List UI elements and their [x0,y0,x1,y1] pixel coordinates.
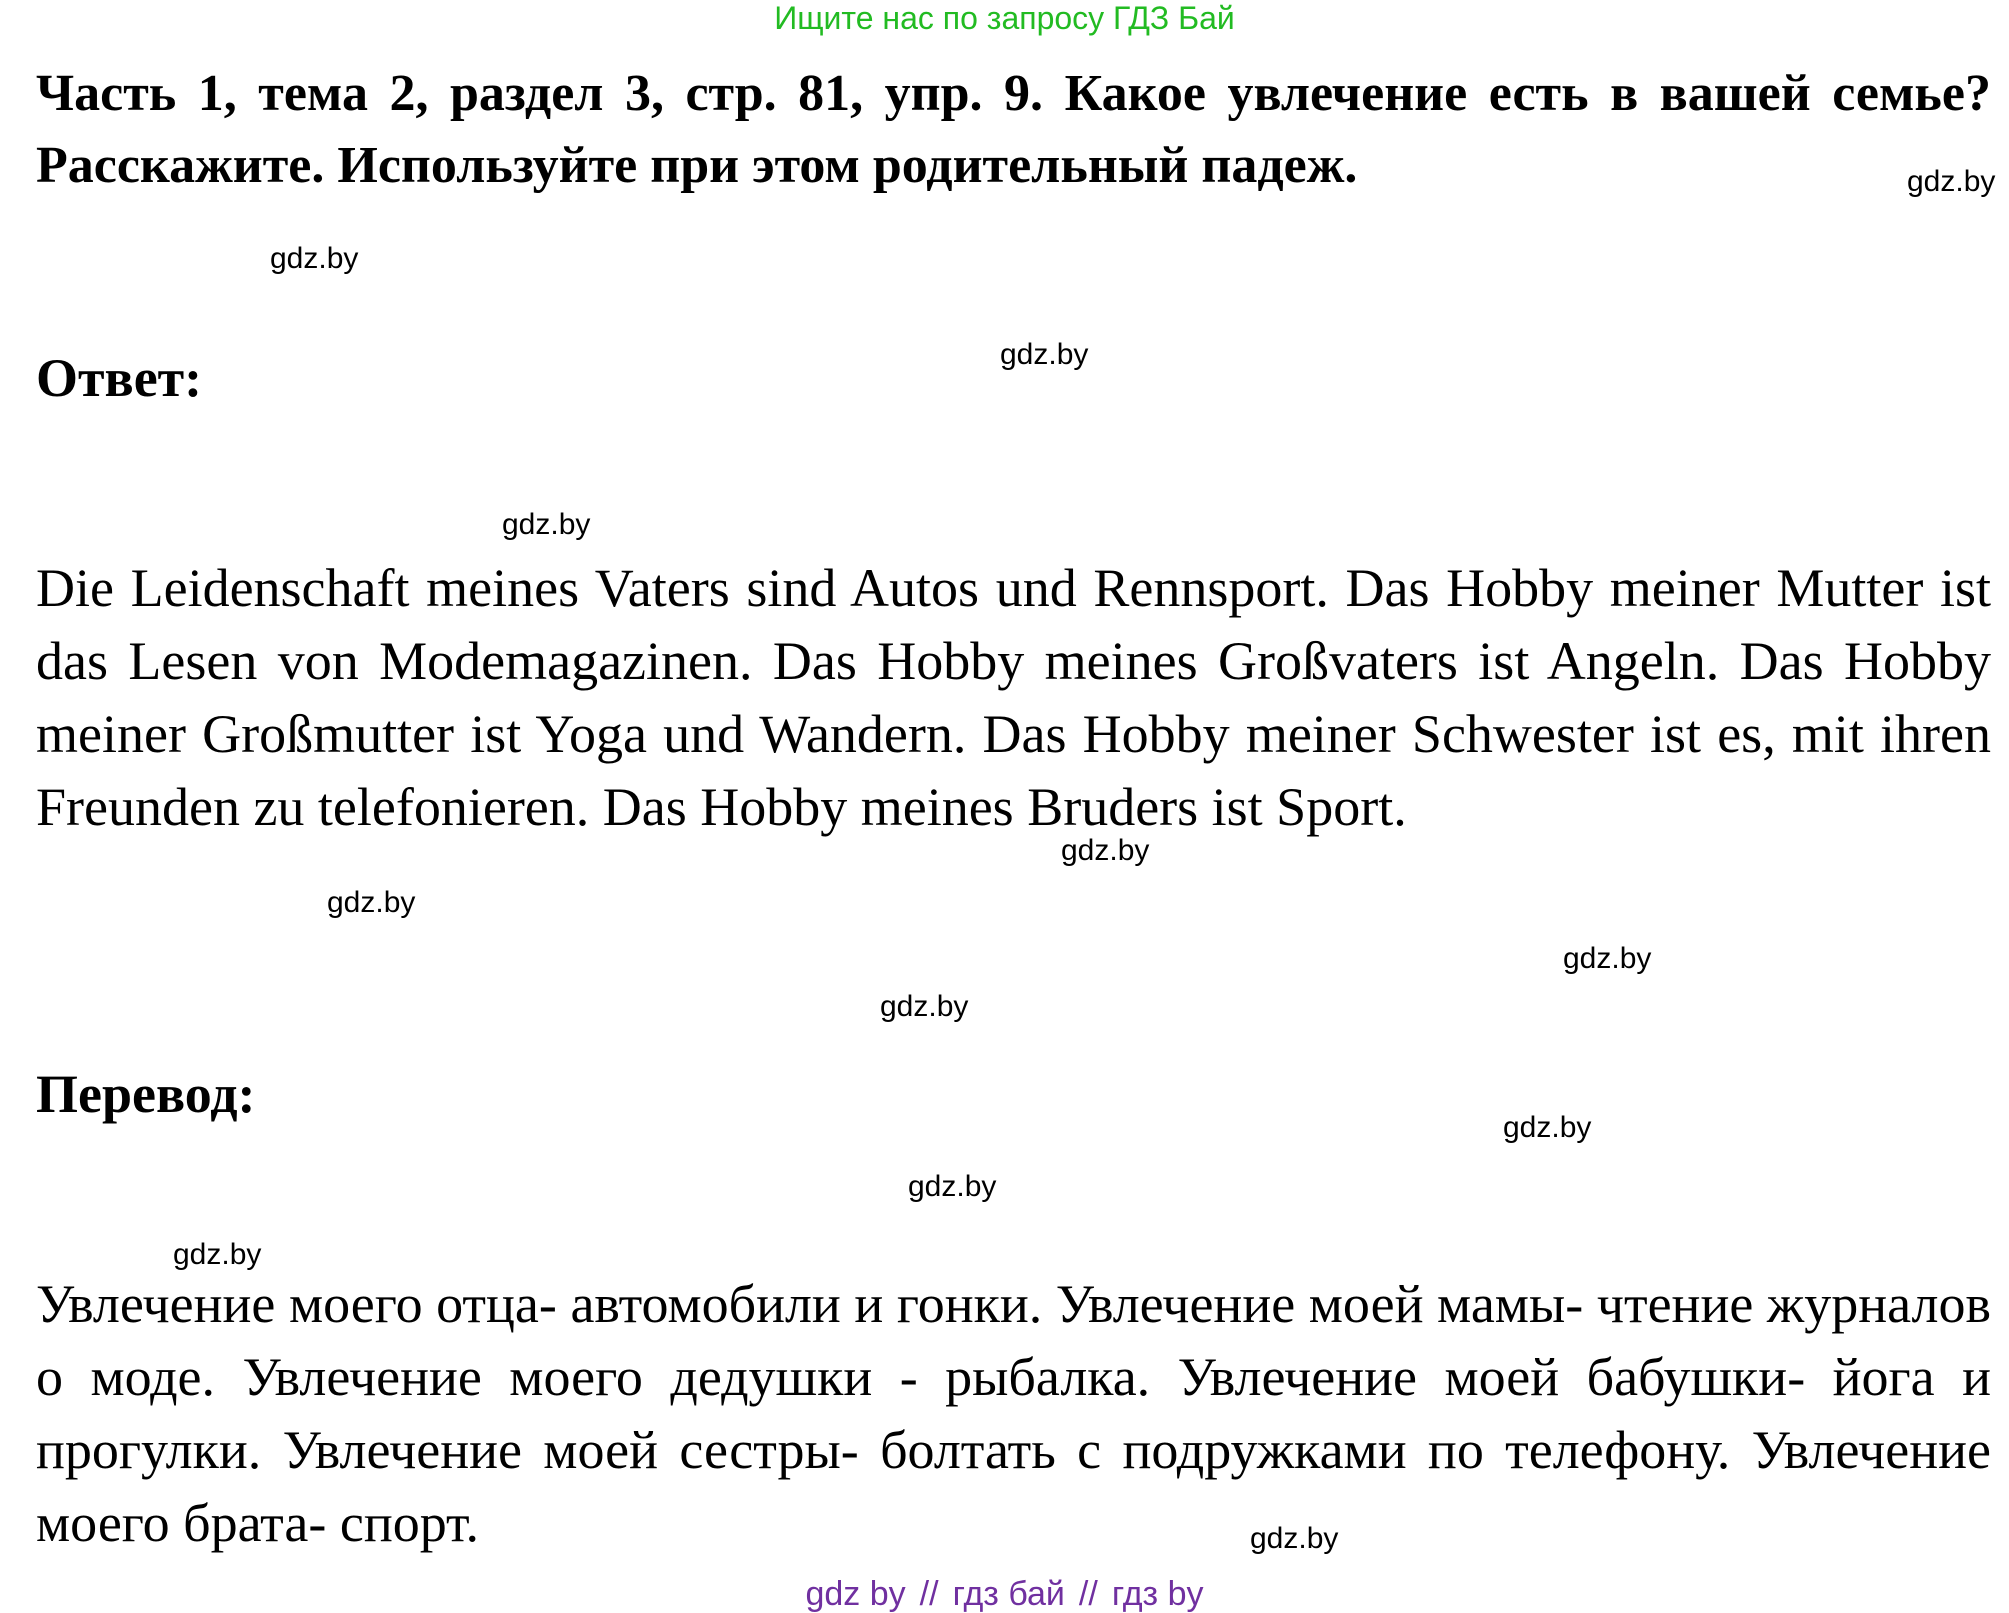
translation-heading: Перевод: [36,1064,256,1124]
answer-heading: Ответ: [36,348,203,408]
top-banner: Ищите нас по запросу ГДЗ Бай [774,0,1235,36]
footer-item: gdz by [805,1575,906,1613]
watermark: gdz.by [1503,1111,1592,1144]
watermark: gdz.by [327,886,416,919]
answer-text: Die Leidenschaft meines Vaters sind Autos und Rennsport. Das Hobby meiner Mutter ist das Lesen von Modemagazinen. Das Hobby meines Großvaters ist Angeln. Das Hobby meiner Großmutter ist Yoga und Wandern. Das Hobby meiner Schwester ist es, mit ihren Freunden zu telefonieren. Das Hobby meines Bruders ist Sport. [36,558,1991,837]
footer-separator: // [919,1575,939,1613]
watermark: gdz.by [270,242,359,275]
watermark: gdz.by [1563,942,1652,975]
watermark: gdz.by [908,1170,997,1203]
watermark: gdz.by [880,990,969,1023]
footer-separator: // [1078,1575,1098,1613]
watermark: gdz.by [173,1238,262,1271]
watermark: gdz.by [1250,1522,1339,1555]
exercise-question: Часть 1, тема 2, раздел 3, стр. 81, упр. 9. Какое увлечение есть в вашей семье? Расскажите. Используйте при этом родительный падеж. [36,65,1991,194]
watermark: gdz.by [502,508,591,541]
watermark: gdz.by [1000,338,1089,371]
footer-item: гдз бай [952,1575,1065,1613]
watermark: gdz.by [1907,165,1996,198]
translation-text: Увлечение моего отца- автомобили и гонки. Увлечение моей мамы- чтение журналов о моде. Увлечение моего дедушки - рыбалка. Увлечение моей бабушки- йога и прогулки. Увлечение моей сестры- болтать с подружками по телефону. Увлечение моего брата- спорт. [36,1274,1991,1553]
footer-item: гдз by [1111,1575,1204,1613]
watermark: gdz.by [1061,834,1150,867]
bottom-banner [0,1576,2009,1612]
